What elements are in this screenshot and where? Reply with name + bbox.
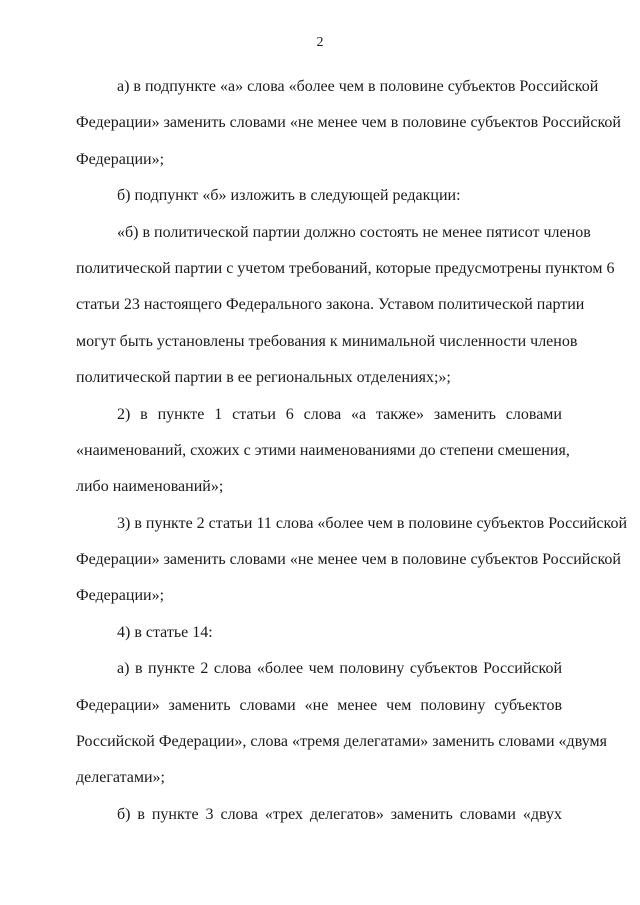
paragraph-line: «б) в политической партии должно состоять не менее пятисот членов — [117, 223, 591, 241]
paragraph — [76, 506, 628, 615]
paragraph — [76, 615, 562, 651]
paragraph-line: б) подпункт «б» изложить в следующей редакции: — [117, 187, 461, 205]
paragraph-line: могут быть установлены требования к минимальной численности членов — [76, 332, 578, 350]
paragraph-line: Федерации» заменить словами «не менее чем в половине субъектов Российской — [76, 551, 621, 569]
document-body — [76, 69, 628, 833]
paragraph-line: статьи 23 настоящего Федерального закона. Уставом политической партии — [76, 296, 585, 314]
paragraph-line: «наименований, схожих с этими наименованиями до степени смешения, — [76, 441, 570, 459]
paragraph-line: делегатами»; — [76, 769, 165, 787]
paragraph — [76, 397, 570, 506]
paragraph-line: 4) в статье 14: — [117, 623, 213, 641]
paragraph-line: политической партии в ее региональных отделениях;»; — [76, 369, 451, 387]
paragraph — [76, 651, 607, 797]
paragraph-line: Федерации» заменить словами «не менее чем половину субъектов — [76, 696, 562, 714]
page-number: 2 — [316, 35, 324, 50]
paragraph-line: 2) в пункте 1 статьи 6 слова «а также» заменить словами — [117, 405, 562, 423]
paragraph-line: а) в пункте 2 слова «более чем половину субъектов Российской — [117, 660, 562, 678]
paragraph-line: политической партии с учетом требований, которые предусмотрены пунктом 6 — [76, 259, 615, 277]
paragraph — [76, 215, 615, 397]
paragraph-line: Российской Федерации», слова «тремя делегатами» заменить словами «двумя — [76, 733, 607, 751]
paragraph-line: 3) в пункте 2 статьи 11 слова «более чем в половине субъектов Российской — [117, 514, 628, 532]
paragraph-line: либо наименований»; — [76, 478, 224, 496]
paragraph-line: б) в пункте 3 слова «трех делегатов» заменить словами «двух — [117, 805, 562, 823]
paragraph-line: Федерации»; — [76, 150, 165, 168]
paragraph — [76, 69, 621, 178]
paragraph — [76, 178, 562, 214]
paragraph-line: а) в подпункте «а» слова «более чем в половине субъектов Российской — [117, 78, 599, 95]
paragraph-line: Федерации» заменить словами «не менее чем в половине субъектов Российской — [76, 114, 621, 132]
paragraph — [76, 797, 562, 833]
paragraph-line: Федерации»; — [76, 587, 165, 605]
